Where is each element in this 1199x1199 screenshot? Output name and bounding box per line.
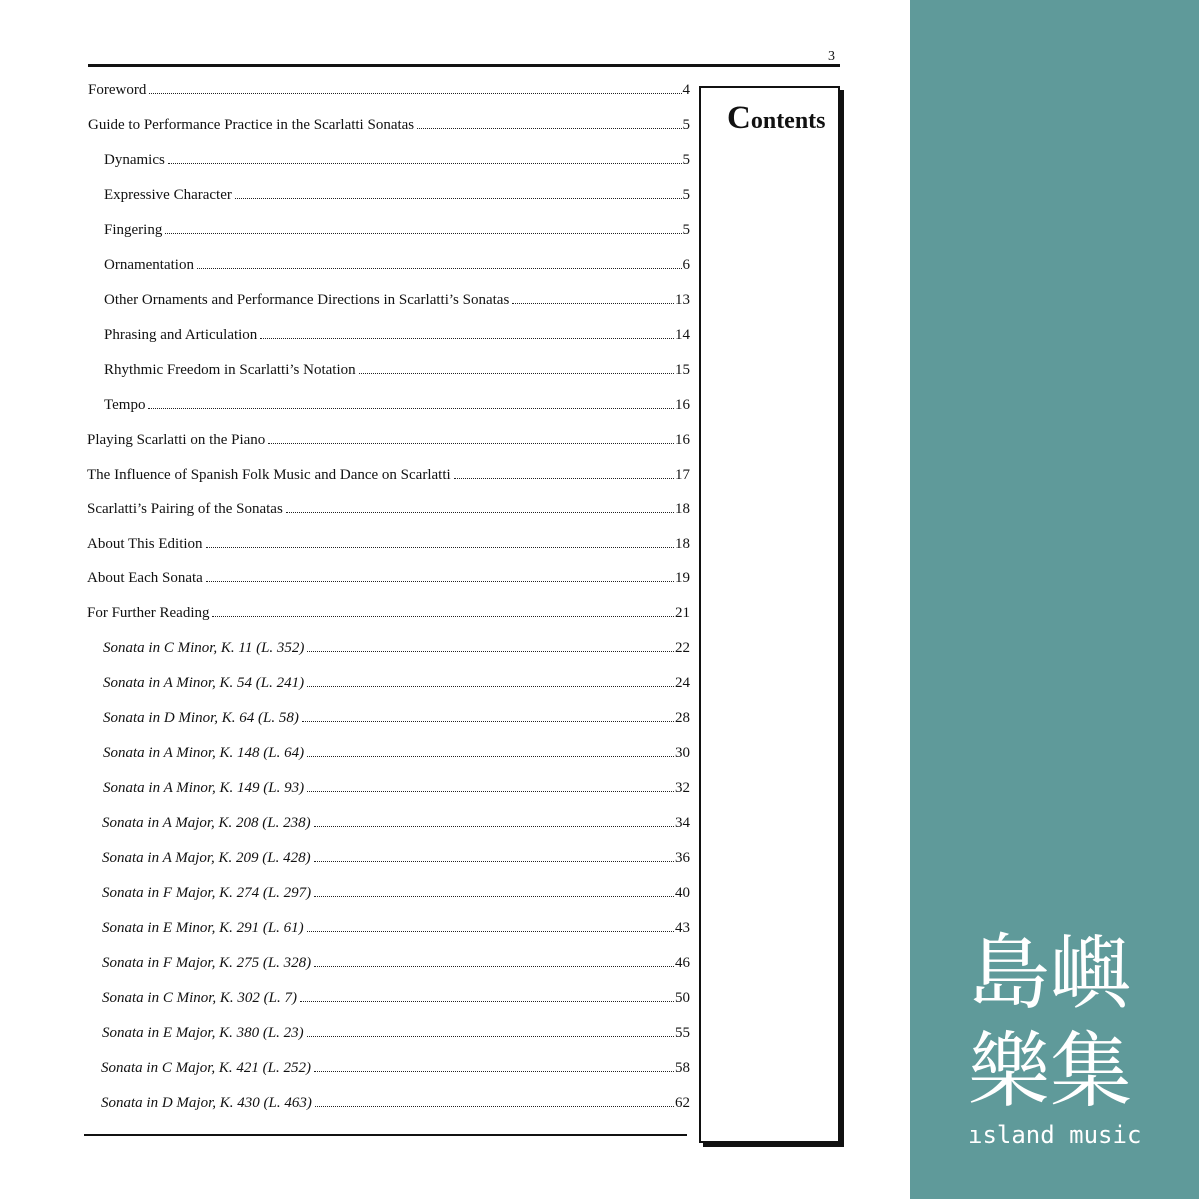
- toc-entry-page: 16: [675, 397, 690, 413]
- toc-entry-further-reading: [87, 605, 690, 627]
- toc-entry-page: 5: [682, 117, 690, 133]
- toc-entry-sonata: [102, 955, 690, 977]
- toc-entry-page: 50: [675, 990, 690, 1006]
- dot-leader: [286, 507, 674, 513]
- toc-entry-spanish-influence: [87, 467, 690, 489]
- toc-entry-title: Sonata in E Major, K. 380 (L. 23): [102, 1025, 304, 1041]
- toc-entry-performance-guide: [88, 117, 690, 139]
- toc-entry-about-edition: [87, 536, 690, 558]
- toc-entry-playing-on-piano: [87, 432, 690, 454]
- dot-leader: [268, 438, 674, 444]
- toc-entry-sonata: [103, 710, 690, 732]
- toc-entry-sonata: [102, 1025, 690, 1047]
- brand-name-latin: ısland music: [968, 1121, 1142, 1149]
- toc-entry-title: Sonata in C Minor, K. 302 (L. 7): [102, 990, 298, 1006]
- dot-leader: [212, 611, 674, 617]
- toc-entry-title: Fingering: [104, 222, 163, 238]
- toc-entry-title: Playing Scarlatti on the Piano: [87, 432, 266, 448]
- dot-leader: [314, 856, 674, 862]
- dot-leader: [307, 646, 674, 652]
- toc-entry-page: 15: [675, 362, 690, 378]
- toc-entry-title: Dynamics: [104, 152, 165, 168]
- toc-entry-fingering: [104, 222, 690, 244]
- toc-entry-page: 36: [675, 850, 690, 866]
- toc-entry-phrasing: [104, 327, 690, 349]
- toc-entry-page: 18: [675, 501, 690, 517]
- toc-entry-page: 34: [675, 815, 690, 831]
- toc-entry-pairing: [87, 501, 690, 523]
- dot-leader: [454, 473, 674, 479]
- toc-entry-title: Phrasing and Articulation: [104, 327, 258, 343]
- dot-leader: [307, 681, 674, 687]
- toc-entry-sonata: [102, 885, 690, 907]
- dot-leader: [149, 88, 681, 94]
- toc-entry-foreword: [88, 82, 690, 104]
- toc-entry-page: 58: [675, 1060, 690, 1076]
- toc-entry-rhythmic-freedom: [104, 362, 690, 384]
- toc-entry-title: Sonata in A Minor, K. 54 (L. 241): [103, 675, 305, 691]
- toc-entry-title: The Influence of Spanish Folk Music and Dance on Scarlatti: [87, 467, 451, 483]
- dot-leader: [307, 751, 674, 757]
- toc-entry-page: 5: [682, 152, 690, 168]
- dot-leader: [314, 961, 674, 967]
- toc-entry-about-each-sonata: [87, 570, 690, 592]
- toc-entry-page: 28: [675, 710, 690, 726]
- toc-entry-title: Sonata in C Major, K. 421 (L. 252): [101, 1060, 312, 1076]
- toc-entry-title: Sonata in E Minor, K. 291 (L. 61): [102, 920, 304, 936]
- dot-leader: [148, 403, 674, 409]
- toc-entry-title: Sonata in A Major, K. 209 (L. 428): [102, 850, 311, 866]
- toc-entry-title: About Each Sonata: [87, 570, 203, 586]
- dot-leader: [206, 542, 674, 548]
- toc-entry-title: Expressive Character: [104, 187, 232, 203]
- toc-entry-title: Sonata in C Minor, K. 11 (L. 352): [103, 640, 305, 656]
- toc-entry-title: Rhythmic Freedom in Scarlatti’s Notation: [104, 362, 356, 378]
- toc-entry-page: 19: [675, 570, 690, 586]
- toc-entry-page: 18: [675, 536, 690, 552]
- dot-leader: [197, 263, 682, 269]
- toc-entry-page: 43: [675, 920, 690, 936]
- toc-entry-sonata: [102, 990, 690, 1012]
- dot-leader: [307, 926, 674, 932]
- dot-leader: [260, 333, 674, 339]
- toc-entry-title: For Further Reading: [87, 605, 210, 621]
- toc-entry-page: 16: [675, 432, 690, 448]
- toc-entry-page: 55: [675, 1025, 690, 1041]
- brand-panel: [910, 0, 1199, 1199]
- toc-entry-page: 6: [682, 257, 690, 273]
- toc-entry-sonata: [102, 815, 690, 837]
- toc-entry-sonata: [101, 1060, 690, 1082]
- dot-leader: [314, 1066, 674, 1072]
- toc-entry-title: Sonata in D Minor, K. 64 (L. 58): [103, 710, 299, 726]
- dot-leader: [359, 368, 674, 374]
- contents-title: Contents: [727, 100, 826, 136]
- dot-leader: [300, 996, 674, 1002]
- toc-entry-expressive-character: [104, 187, 690, 209]
- contents-heading-box: [699, 86, 840, 1143]
- bottom-rule: [84, 1134, 687, 1136]
- toc-entry-title: Guide to Performance Practice in the Scarlatti Sonatas: [88, 117, 415, 133]
- toc-entry-title: Other Ornaments and Performance Directions in Scarlatti’s Sonatas: [104, 292, 510, 308]
- dot-leader: [307, 1031, 674, 1037]
- toc-entry-page: 32: [675, 780, 690, 796]
- toc-entry-sonata: [103, 780, 690, 802]
- toc-entry-title: Tempo: [104, 397, 146, 413]
- dot-leader: [302, 716, 674, 722]
- toc-entry-page: 24: [675, 675, 690, 691]
- toc-entry-title: Sonata in A Major, K. 208 (L. 238): [102, 815, 311, 831]
- toc-entry-tempo: [104, 397, 690, 419]
- brand-logo: [968, 925, 1158, 1121]
- toc-entry-page: 46: [675, 955, 690, 971]
- toc-entry-sonata: [103, 640, 690, 662]
- dot-leader: [168, 158, 682, 164]
- toc-entry-title: Sonata in F Major, K. 274 (L. 297): [102, 885, 312, 901]
- toc-entry-page: 22: [675, 640, 690, 656]
- toc-entry-other-ornaments: [104, 292, 690, 314]
- toc-entry-dynamics: [104, 152, 690, 174]
- toc-entry-page: 13: [675, 292, 690, 308]
- toc-entry-title: Ornamentation: [104, 257, 194, 273]
- toc-entry-ornamentation: [104, 257, 690, 279]
- toc-entry-page: 17: [675, 467, 690, 483]
- toc-entry-page: 5: [682, 222, 690, 238]
- toc-entry-title: Sonata in A Minor, K. 148 (L. 64): [103, 745, 305, 761]
- dot-leader: [512, 298, 674, 304]
- toc-entry-sonata: [103, 745, 690, 767]
- brand-logo-line2: 樂集: [968, 1024, 1133, 1119]
- toc-entry-title: Scarlatti’s Pairing of the Sonatas: [87, 501, 283, 517]
- toc-entry-sonata: [101, 1095, 690, 1117]
- dot-leader: [307, 786, 674, 792]
- toc-entry-title: About This Edition: [87, 536, 203, 552]
- dot-leader: [206, 576, 674, 582]
- toc-entry-sonata: [102, 920, 690, 942]
- page-number: 3: [828, 49, 835, 64]
- toc-entry-page: 4: [682, 82, 690, 98]
- toc-entry-sonata: [103, 675, 690, 697]
- toc-entry-page: 40: [675, 885, 690, 901]
- dot-leader: [165, 228, 681, 234]
- toc-entry-page: 62: [675, 1095, 690, 1111]
- dot-leader: [314, 891, 674, 897]
- brand-logo-line1: 島嶼: [968, 926, 1133, 1021]
- toc-entry-page: 14: [675, 327, 690, 343]
- toc-entry-title: Sonata in D Major, K. 430 (L. 463): [101, 1095, 312, 1111]
- toc-entry-page: 5: [682, 187, 690, 203]
- toc-entry-title: Foreword: [88, 82, 147, 98]
- dot-leader: [315, 1101, 674, 1107]
- toc-entry-title: Sonata in F Major, K. 275 (L. 328): [102, 955, 312, 971]
- dot-leader: [314, 821, 674, 827]
- toc-entry-page: 21: [675, 605, 690, 621]
- toc-entry-page: 30: [675, 745, 690, 761]
- dot-leader: [235, 193, 682, 199]
- dot-leader: [417, 123, 681, 129]
- toc-entry-title: Sonata in A Minor, K. 149 (L. 93): [103, 780, 305, 796]
- toc-entry-sonata: [102, 850, 690, 872]
